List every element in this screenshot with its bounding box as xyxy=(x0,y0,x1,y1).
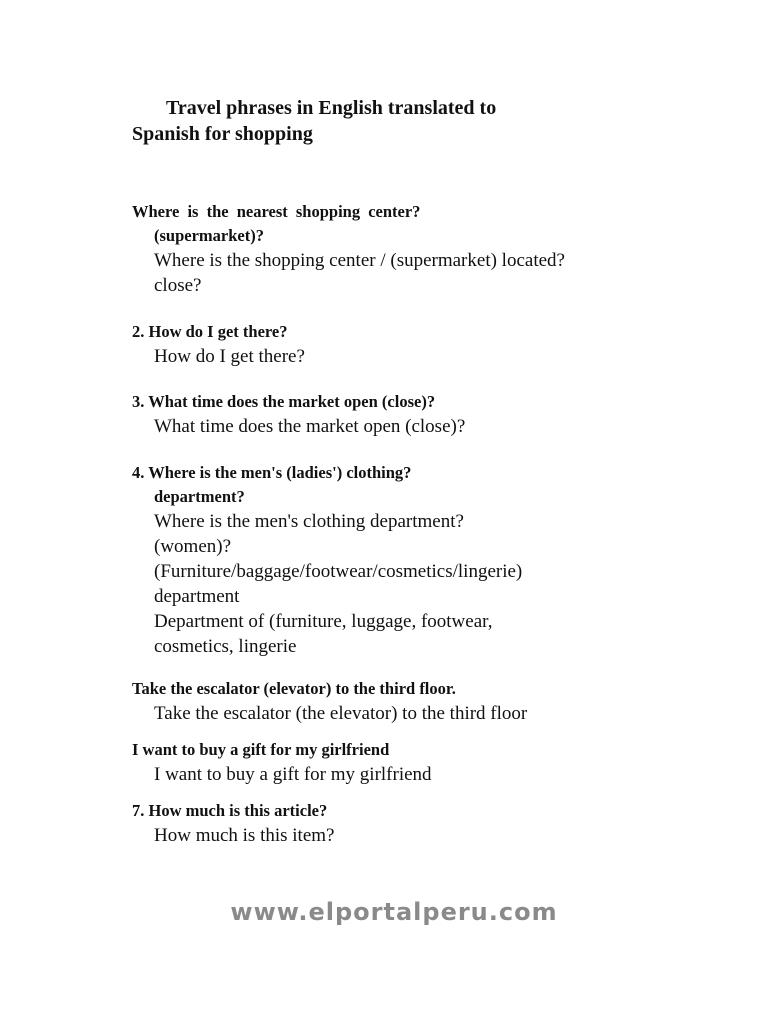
phrase-translation: What time does the market open (close)? xyxy=(154,416,466,437)
phrase-entry-6 xyxy=(132,738,692,787)
phrase-question: (supermarket)? xyxy=(154,226,264,245)
phrase-question: department? xyxy=(154,487,245,506)
phrase-translation: Where is the men's clothing department? xyxy=(154,511,464,532)
phrase-entry-7 xyxy=(132,799,692,848)
phrase-entry-5 xyxy=(132,677,692,726)
phrase-translation: close? xyxy=(154,275,202,296)
phrase-translation: Where is the shopping center / (supermarket) located? xyxy=(154,250,565,271)
phrase-translation: cosmetics, lingerie xyxy=(154,636,297,657)
phrase-entry-3 xyxy=(132,390,692,439)
phrase-question: Take the escalator (elevator) to the third floor. xyxy=(132,679,456,698)
phrase-question: 3. What time does the market open (close)? xyxy=(132,392,436,411)
phrase-question: 2. How do I get there? xyxy=(132,322,288,341)
phrase-translation: (women)? xyxy=(154,536,232,557)
title-line-2: Spanish for shopping xyxy=(132,123,313,145)
phrase-question: 7. How much is this article? xyxy=(132,801,328,820)
phrase-translation: I want to buy a gift for my girlfriend xyxy=(154,764,432,785)
phrase-entry-4 xyxy=(132,461,692,659)
document-title xyxy=(132,95,562,147)
phrase-translation: How much is this item? xyxy=(154,825,335,846)
phrase-entry-1 xyxy=(132,200,692,298)
phrase-translation: Department of (furniture, luggage, footwear, xyxy=(154,611,493,632)
phrase-entry-2 xyxy=(132,320,692,369)
phrase-translation: Take the escalator (the elevator) to the third floor xyxy=(154,703,528,724)
website-watermark: www.elportalperu.com xyxy=(230,898,558,926)
phrase-translation: (Furniture/baggage/footwear/cosmetics/lingerie) xyxy=(154,561,523,582)
phrase-question: I want to buy a gift for my girlfriend xyxy=(132,740,390,759)
phrase-question: 4. Where is the men's (ladies') clothing? xyxy=(132,463,412,482)
phrase-translation: How do I get there? xyxy=(154,346,305,367)
phrase-translation: department xyxy=(154,586,240,607)
phrase-question: Where is the nearest shopping center? xyxy=(132,202,421,221)
title-line-1: Travel phrases in English translated to xyxy=(166,97,497,119)
